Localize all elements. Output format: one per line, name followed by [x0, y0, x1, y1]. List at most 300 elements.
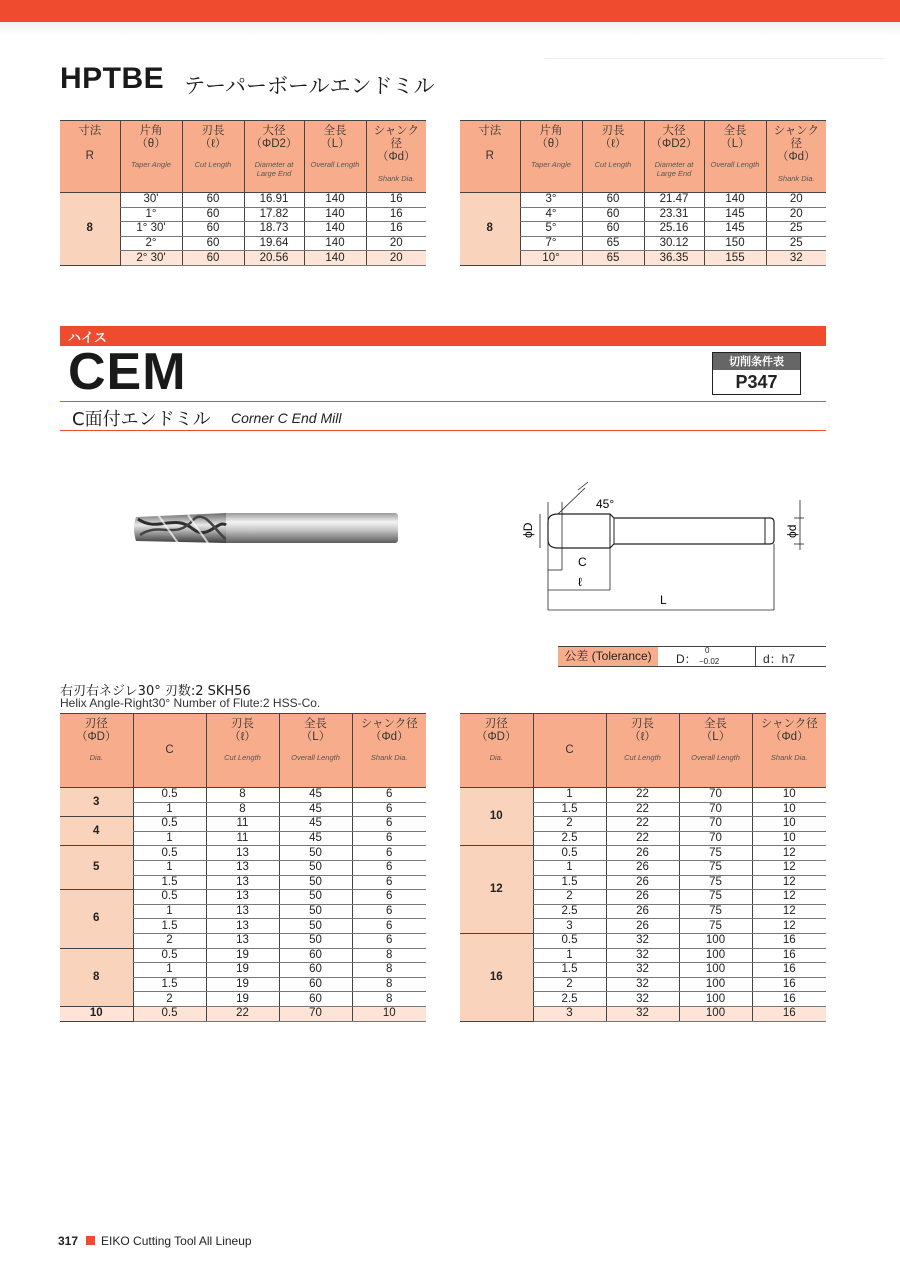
- table-cell: 1° 30': [120, 222, 182, 237]
- group-cell: 12: [460, 846, 533, 934]
- table-cell: 8: [206, 788, 279, 803]
- column-header: [244, 121, 304, 193]
- table-cell: 100: [679, 1006, 752, 1021]
- table-cell: 19.64: [244, 236, 304, 251]
- table-cell: 1: [133, 963, 206, 978]
- table-cell: 21.47: [644, 193, 704, 208]
- divider: [60, 430, 826, 431]
- group-cell: 8: [60, 948, 133, 1006]
- table-cell: 25: [766, 222, 826, 237]
- column-header: [206, 714, 279, 788]
- table-cell: 70: [679, 802, 752, 817]
- group-cell: 8: [460, 193, 520, 266]
- hptbe-table-left: [60, 120, 426, 266]
- header-label: 刃長: [631, 718, 654, 730]
- header-english: Shank Dia.: [770, 753, 808, 763]
- table-cell: 155: [704, 251, 766, 266]
- table-cell: 32: [606, 977, 679, 992]
- table-cell: 1: [533, 860, 606, 875]
- table-cell: 22: [606, 831, 679, 846]
- header-english: Diameter at Large End: [654, 160, 694, 179]
- column-header: [279, 714, 352, 788]
- column-header: [644, 121, 704, 193]
- header-symbol: （Φd）: [376, 151, 416, 164]
- table-cell: 10: [352, 1006, 426, 1021]
- cutting-conditions-box[interactable]: [712, 352, 801, 395]
- footer-text: EIKO Cutting Tool All Lineup: [101, 1234, 252, 1248]
- table-cell: 20: [766, 193, 826, 208]
- category-label: ハイス: [68, 331, 107, 346]
- header-label: 全長: [323, 125, 347, 137]
- header-label: 全長: [723, 125, 747, 137]
- tolerance-label: 公差 (Tolerance): [558, 647, 658, 666]
- table-cell: 50: [279, 890, 352, 905]
- table-cell: 50: [279, 846, 352, 861]
- header-english: Overall Length: [310, 160, 360, 170]
- table-cell: 60: [582, 193, 644, 208]
- table-cell: 16: [752, 933, 826, 948]
- table-cell: 13: [206, 875, 279, 890]
- group-cell: 3: [60, 788, 133, 817]
- table-cell: 8: [352, 948, 426, 963]
- table-cell: 12: [752, 846, 826, 861]
- header-english: Taper Angle: [131, 160, 171, 170]
- table-cell: 2°: [120, 236, 182, 251]
- table-cell: 13: [206, 919, 279, 934]
- column-header: [520, 121, 582, 193]
- table-row: [460, 846, 826, 861]
- column-header: [304, 121, 366, 193]
- table-cell: 6: [352, 817, 426, 832]
- table-row: [460, 788, 826, 803]
- table-cell: 45: [279, 817, 352, 832]
- group-cell: 10: [460, 788, 533, 846]
- header-label: 刃径: [84, 718, 108, 730]
- group-cell: 10: [60, 1006, 133, 1021]
- table-cell: 12: [752, 890, 826, 905]
- header-label: 大径: [662, 125, 686, 137]
- table-cell: 0.5: [133, 817, 206, 832]
- table-row: [60, 817, 426, 832]
- table-cell: 13: [206, 933, 279, 948]
- end-mill-photo: [128, 505, 403, 553]
- table-cell: 6: [352, 933, 426, 948]
- table-cell: 12: [752, 875, 826, 890]
- table-cell: 70: [279, 1006, 352, 1021]
- tolerance-row: [558, 646, 826, 667]
- table-cell: 0.5: [533, 933, 606, 948]
- table-cell: 25: [766, 236, 826, 251]
- header-symbol: （Φd）: [776, 151, 816, 164]
- table-cell: 2.5: [533, 904, 606, 919]
- table-cell: 19: [206, 963, 279, 978]
- table-cell: 75: [679, 860, 752, 875]
- table-cell: 100: [679, 977, 752, 992]
- table-cell: 140: [304, 222, 366, 237]
- table-cell: 32: [606, 963, 679, 978]
- header-label: 寸法: [78, 125, 102, 137]
- table-cell: 0.5: [133, 890, 206, 905]
- table-cell: 2.5: [533, 831, 606, 846]
- table-cell: 60: [279, 948, 352, 963]
- header-english: Cut Length: [594, 160, 632, 170]
- L-label: L: [660, 593, 667, 607]
- table-cell: 16: [752, 1006, 826, 1021]
- header-english: Dia.: [89, 753, 103, 763]
- table-row: [460, 933, 826, 948]
- table-cell: 6: [352, 919, 426, 934]
- table-cell: 1: [133, 904, 206, 919]
- table-cell: 22: [606, 817, 679, 832]
- table-cell: 45: [279, 831, 352, 846]
- table-cell: 19: [206, 948, 279, 963]
- column-header: [366, 121, 426, 193]
- table-cell: 65: [582, 236, 644, 251]
- hptbe-code: HPTBE: [60, 62, 165, 95]
- table-cell: 7°: [520, 236, 582, 251]
- header-english: Cut Length: [194, 160, 232, 170]
- table-cell: 6: [352, 904, 426, 919]
- header-label: C: [565, 744, 574, 756]
- table-cell: 2: [533, 977, 606, 992]
- table-cell: 100: [679, 963, 752, 978]
- table-cell: 26: [606, 860, 679, 875]
- table-cell: 19: [206, 977, 279, 992]
- table-cell: 26: [606, 846, 679, 861]
- table-cell: 6: [352, 846, 426, 861]
- table-cell: 60: [182, 236, 244, 251]
- table-cell: 100: [679, 948, 752, 963]
- cem-name-en: Corner C End Mill: [231, 410, 342, 426]
- header-symbol: （ℓ）: [229, 731, 256, 744]
- tolerance-upper: 0: [705, 646, 710, 655]
- table-cell: 30.12: [644, 236, 704, 251]
- header-symbol: （θ）: [136, 138, 166, 151]
- column-header: [352, 714, 426, 788]
- top-accent-bar: [0, 0, 900, 22]
- table-cell: 12: [752, 860, 826, 875]
- table-cell: 16: [752, 977, 826, 992]
- table-cell: 6: [352, 831, 426, 846]
- table-row: [60, 788, 426, 803]
- table-cell: 10: [752, 817, 826, 832]
- table-cell: 75: [679, 904, 752, 919]
- header-english: Dia.: [489, 753, 503, 763]
- group-cell: 4: [60, 817, 133, 846]
- header-symbol: （ℓ）: [199, 138, 227, 151]
- table-cell: 26: [606, 875, 679, 890]
- table-cell: 65: [582, 251, 644, 266]
- group-cell: 6: [60, 890, 133, 948]
- group-cell: 16: [460, 933, 533, 1021]
- angle-label: 45°: [596, 497, 615, 511]
- header-symbol: （θ）: [536, 138, 566, 151]
- table-cell: 70: [679, 817, 752, 832]
- table-cell: 1°: [120, 207, 182, 222]
- table-cell: 16: [752, 963, 826, 978]
- table-cell: 11: [206, 817, 279, 832]
- table-cell: 13: [206, 904, 279, 919]
- cem-table-right: [460, 713, 826, 1022]
- table-cell: 12: [752, 919, 826, 934]
- table-cell: 11: [206, 831, 279, 846]
- table-cell: 3: [533, 1006, 606, 1021]
- header-label: シャンク径: [773, 125, 820, 151]
- table-cell: 45: [279, 802, 352, 817]
- table-cell: 30': [120, 193, 182, 208]
- tolerance-lower: −0.02: [699, 657, 720, 666]
- header-label: C: [165, 744, 174, 756]
- footer: [58, 1234, 252, 1248]
- table-cell: 45: [279, 788, 352, 803]
- table-cell: 16: [366, 222, 426, 237]
- table-cell: 3°: [520, 193, 582, 208]
- header-english: Taper Angle: [531, 160, 571, 170]
- header-english: Overall Length: [691, 753, 740, 763]
- cutting-conditions-page[interactable]: P347: [735, 372, 778, 392]
- cem-table-left: [60, 713, 426, 1022]
- footer-square-icon: [86, 1236, 95, 1245]
- table-cell: 8: [206, 802, 279, 817]
- cem-name-jp: C面付エンドミル: [72, 409, 211, 430]
- table-cell: 1: [133, 860, 206, 875]
- header-symbol: （ℓ）: [599, 138, 627, 151]
- header-symbol: （L）: [720, 138, 750, 151]
- column-header: [133, 714, 206, 788]
- table-cell: 75: [679, 875, 752, 890]
- table-cell: 6: [352, 860, 426, 875]
- table-cell: 20: [366, 236, 426, 251]
- table-cell: 1.5: [133, 919, 206, 934]
- table-cell: 16: [752, 948, 826, 963]
- page-number: 317: [58, 1234, 79, 1248]
- header-label: 刃長: [201, 125, 225, 137]
- table-row: [60, 846, 426, 861]
- table-row: [60, 948, 426, 963]
- table-cell: 17.82: [244, 207, 304, 222]
- hptbe-name: テーパーボールエンドミル: [184, 74, 435, 98]
- header-english: Shank Dia.: [377, 173, 415, 183]
- column-header: [766, 121, 826, 193]
- table-cell: 2: [533, 890, 606, 905]
- table-cell: 16.91: [244, 193, 304, 208]
- tolerance-d: D：: [676, 652, 697, 666]
- header-english: Diameter at Large End: [254, 160, 294, 179]
- table-cell: 2.5: [533, 992, 606, 1007]
- header-symbol: （Φd）: [369, 731, 409, 744]
- header-symbol: （L）: [320, 138, 350, 151]
- table-cell: 140: [304, 236, 366, 251]
- table-cell: 0.5: [133, 846, 206, 861]
- table-cell: 2° 30': [120, 251, 182, 266]
- table-cell: 12: [752, 904, 826, 919]
- table-cell: 2: [133, 933, 206, 948]
- table-cell: 150: [704, 236, 766, 251]
- table-cell: 25.16: [644, 222, 704, 237]
- table-cell: 6: [352, 788, 426, 803]
- table-cell: 13: [206, 860, 279, 875]
- header-label: 全長: [704, 718, 727, 730]
- table-cell: 100: [679, 992, 752, 1007]
- table-row: [460, 193, 826, 208]
- table-cell: 50: [279, 919, 352, 934]
- table-cell: 145: [704, 207, 766, 222]
- table-cell: 20: [366, 251, 426, 266]
- header-label: 大径: [262, 125, 286, 137]
- header-symbol: （Φd）: [769, 731, 809, 744]
- table-cell: 0.5: [133, 1006, 206, 1021]
- header-label: 寸法: [478, 125, 502, 137]
- table-cell: 1.5: [533, 802, 606, 817]
- table-cell: 6: [352, 890, 426, 905]
- table-cell: 3: [533, 919, 606, 934]
- table-cell: 145: [704, 222, 766, 237]
- table-cell: 1.5: [133, 977, 206, 992]
- table-cell: 6: [352, 875, 426, 890]
- table-cell: 8: [352, 977, 426, 992]
- table-cell: 8: [352, 992, 426, 1007]
- table-cell: 16: [366, 207, 426, 222]
- table-row: [60, 193, 426, 208]
- header-english: Shank Dia.: [370, 753, 408, 763]
- table-cell: 60: [279, 963, 352, 978]
- c-label: C: [578, 555, 587, 569]
- cem-code: CEM: [68, 343, 187, 401]
- divider: [60, 401, 826, 402]
- table-cell: 19: [206, 992, 279, 1007]
- table-cell: 20.56: [244, 251, 304, 266]
- column-header: [460, 714, 533, 788]
- table-cell: 32: [606, 992, 679, 1007]
- l-label: ℓ: [578, 575, 582, 589]
- tolerance-shank: d：h7: [763, 652, 796, 666]
- table-cell: 1: [533, 948, 606, 963]
- group-cell: 8: [60, 193, 120, 266]
- table-cell: 75: [679, 890, 752, 905]
- table-cell: 13: [206, 890, 279, 905]
- column-header: [606, 714, 679, 788]
- table-cell: 22: [206, 1006, 279, 1021]
- table-cell: 32: [766, 251, 826, 266]
- header-english: Overall Length: [710, 160, 760, 170]
- shank-dia-label: ϕd: [785, 524, 799, 538]
- table-cell: 50: [279, 904, 352, 919]
- header-symbol: （ℓ）: [629, 731, 656, 744]
- header-english: Cut Length: [624, 753, 661, 763]
- header-label: 刃径: [484, 718, 508, 730]
- table-cell: 36.35: [644, 251, 704, 266]
- table-cell: 10: [752, 788, 826, 803]
- header-symbol: R: [85, 150, 94, 163]
- column-header: [460, 121, 520, 193]
- table-row: [60, 1006, 426, 1021]
- table-cell: 50: [279, 933, 352, 948]
- header-symbol: （ΦD2）: [650, 138, 698, 151]
- table-cell: 1: [533, 788, 606, 803]
- table-cell: 10: [752, 802, 826, 817]
- table-cell: 26: [606, 904, 679, 919]
- table-cell: 60: [182, 193, 244, 208]
- table-cell: 1.5: [533, 875, 606, 890]
- table-cell: 16: [752, 992, 826, 1007]
- table-cell: 60: [582, 222, 644, 237]
- header-label: 刃長: [601, 125, 625, 137]
- table-cell: 18.73: [244, 222, 304, 237]
- table-cell: 20: [766, 207, 826, 222]
- table-row: [60, 890, 426, 905]
- column-header: [120, 121, 182, 193]
- table-cell: 0.5: [133, 788, 206, 803]
- header-symbol: R: [485, 150, 494, 163]
- header-english: Shank Dia.: [777, 173, 815, 183]
- group-cell: 5: [60, 846, 133, 890]
- table-cell: 2: [533, 817, 606, 832]
- header-symbol: （L）: [700, 731, 731, 744]
- table-cell: 32: [606, 933, 679, 948]
- spec-line-jp: 右刃右ネジレ30° 刃数:2 SKH56: [60, 684, 251, 699]
- header-symbol: （L）: [300, 731, 331, 744]
- table-cell: 75: [679, 919, 752, 934]
- table-cell: 10°: [520, 251, 582, 266]
- table-cell: 23.31: [644, 207, 704, 222]
- table-cell: 5°: [520, 222, 582, 237]
- table-cell: 16: [366, 193, 426, 208]
- table-cell: 6: [352, 802, 426, 817]
- table-cell: 2: [133, 992, 206, 1007]
- header-symbol: （ΦD2）: [250, 138, 298, 151]
- table-cell: 140: [304, 207, 366, 222]
- header-symbol: （ΦD）: [476, 731, 517, 744]
- table-cell: 140: [304, 193, 366, 208]
- header-label: 全長: [304, 718, 327, 730]
- table-cell: 32: [606, 1006, 679, 1021]
- table-cell: 32: [606, 948, 679, 963]
- header-symbol: （ΦD）: [76, 731, 117, 744]
- table-cell: 100: [679, 933, 752, 948]
- table-cell: 0.5: [133, 948, 206, 963]
- table-cell: 4°: [520, 207, 582, 222]
- column-header: [182, 121, 244, 193]
- table-cell: 22: [606, 788, 679, 803]
- table-cell: 1: [133, 831, 206, 846]
- table-cell: 10: [752, 831, 826, 846]
- divider: [755, 647, 756, 666]
- column-header: [679, 714, 752, 788]
- hptbe-table-right: [460, 120, 826, 266]
- table-cell: 60: [182, 251, 244, 266]
- table-cell: 13: [206, 846, 279, 861]
- table-cell: 70: [679, 831, 752, 846]
- divider: [545, 58, 885, 59]
- table-cell: 22: [606, 802, 679, 817]
- table-cell: 26: [606, 919, 679, 934]
- header-label: シャンク径: [760, 718, 818, 730]
- table-cell: 60: [182, 207, 244, 222]
- column-header: [582, 121, 644, 193]
- header-label: シャンク径: [360, 718, 418, 730]
- table-cell: 70: [679, 788, 752, 803]
- table-cell: 1.5: [533, 963, 606, 978]
- technical-drawing: [510, 480, 810, 620]
- header-english: Overall Length: [291, 753, 340, 763]
- table-cell: 8: [352, 963, 426, 978]
- table-cell: 0.5: [533, 846, 606, 861]
- header-english: Cut Length: [224, 753, 261, 763]
- table-cell: 140: [304, 251, 366, 266]
- header-label: シャンク径: [373, 125, 420, 151]
- table-cell: 60: [279, 977, 352, 992]
- table-cell: 1: [133, 802, 206, 817]
